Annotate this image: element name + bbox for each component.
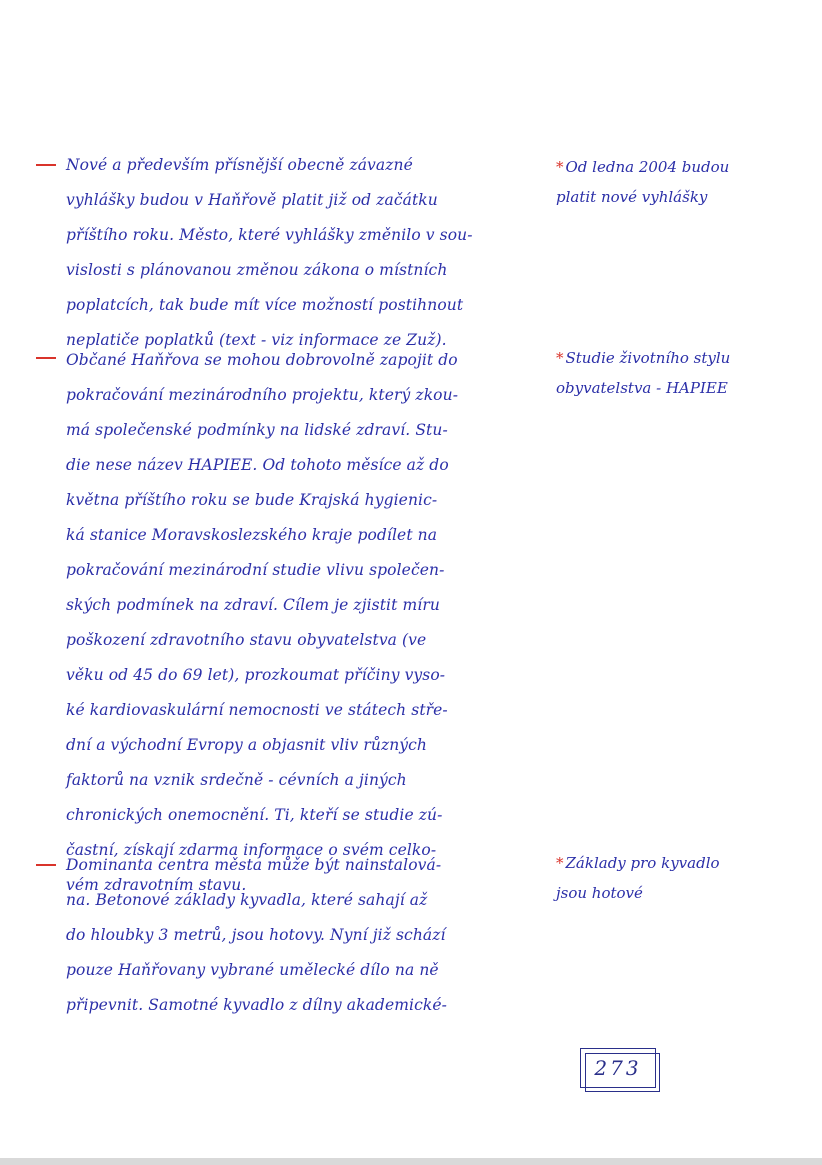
text-line: Nové a především přísnější obecně závazné (66, 156, 413, 174)
entry-dash (36, 357, 56, 359)
entry-text (66, 343, 566, 903)
text-line: do hloubky 3 metrů, jsou hotovy. Nyní již schází (66, 926, 446, 944)
text-line: poškození zdravotního stavu obyvatelstva (ve (66, 631, 427, 649)
text-line: vém zdravotním stavu. (66, 876, 247, 894)
entry-dash (36, 164, 56, 166)
text-line: die nese název HAPIEE. Od tohoto měsíce až do (66, 456, 449, 474)
asterisk-icon: * (556, 158, 564, 176)
entry-dash (36, 864, 56, 866)
margin-note (556, 152, 818, 212)
note-text: Studie životního stylu (565, 349, 731, 367)
entry-text (66, 148, 566, 358)
note-line (556, 848, 818, 878)
note-line (556, 343, 818, 373)
text-line: věku od 45 do 69 let), prozkoumat příčiny vyso- (66, 666, 446, 684)
asterisk-icon: * (556, 349, 564, 367)
text-line: připevnit. Samotné kyvadlo z dílny akademické- (66, 996, 447, 1014)
page-number: 273 (580, 1048, 656, 1088)
text-line: Dominanta centra města může být nainstalová- (66, 856, 442, 874)
text-line: května příštího roku se bude Krajská hygienic- (66, 491, 438, 509)
text-line: pouze Haňřovany vybrané umělecké dílo na ně (66, 961, 439, 979)
note-text: Od ledna 2004 budou (565, 158, 730, 176)
text-line: ké kardiovaskulární nemocnosti ve státech stře- (66, 701, 448, 719)
text-line: příštího roku. Město, které vyhlášky změnilo v sou- (66, 226, 473, 244)
note-line: jsou hotové (556, 884, 643, 902)
note-line (556, 152, 818, 182)
entry-text (66, 848, 566, 1023)
text-line: faktorů na vznik srdečně - cévních a jiných (66, 771, 407, 789)
text-line: vislosti s plánovanou změnou zákona o místních (66, 261, 448, 279)
text-line: na. Betonové základy kyvadla, které sahají až (66, 891, 428, 909)
text-line: ských podmínek na zdraví. Cílem je zjistit míru (66, 596, 440, 614)
text-line: neplatiče poplatků (text - viz informace ze Zuž). (66, 331, 447, 349)
text-line: pokračování mezinárodní studie vlivu společen- (66, 561, 445, 579)
scan-edge (0, 1158, 822, 1165)
note-text: Základy pro kyvadlo (565, 854, 720, 872)
note-line: platit nové vyhlášky (556, 188, 708, 206)
margin-note (556, 343, 818, 403)
text-line: vyhlášky budou v Haňřově platit již od začátku (66, 191, 438, 209)
text-line: dní a východní Evropy a objasnit vliv různých (66, 736, 428, 754)
text-line: ká stanice Moravskoslezského kraje podílet na (66, 526, 438, 544)
text-line: Občané Haňřova se mohou dobrovolně zapojit do (66, 351, 458, 369)
text-line: poplatcích, tak bude mít více možností postihnout (66, 296, 464, 314)
text-line: má společenské podmínky na lidské zdraví. Stu- (66, 421, 448, 439)
text-line: chronických onemocnění. Ti, kteří se studie zú- (66, 806, 443, 824)
margin-note (556, 848, 818, 908)
note-line: obyvatelstva - HAPIEE (556, 379, 728, 397)
text-line: častní, získají zdarma informace o svém celko- (66, 841, 437, 859)
asterisk-icon: * (556, 854, 564, 872)
text-line: pokračování mezinárodního projektu, který zkou- (66, 386, 459, 404)
